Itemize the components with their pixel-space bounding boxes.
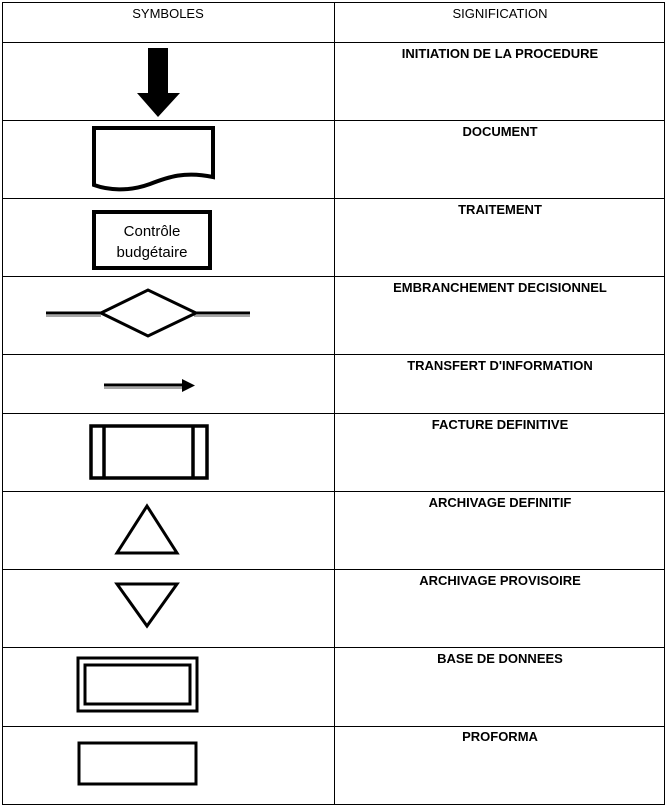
meaning-document: DOCUMENT — [462, 124, 538, 139]
triangle-up-icon — [117, 506, 177, 553]
meaning-permanent-archive: ARCHIVAGE DEFINITIF — [428, 495, 572, 510]
document-icon — [94, 128, 213, 189]
meaning-temporary-archive: ARCHIVAGE PROVISOIRE — [419, 573, 581, 588]
meaning-database: BASE DE DONNEES — [437, 651, 563, 666]
process-box-icon — [94, 212, 210, 268]
meaning-decision: EMBRANCHEMENT DECISIONNEL — [393, 280, 607, 295]
meaning-transfer: TRANSFERT D'INFORMATION — [407, 358, 593, 373]
arrow-right-icon — [104, 379, 195, 392]
arrow-down-icon — [137, 48, 180, 117]
meaning-initiation: INITIATION DE LA PROCEDURE — [401, 46, 599, 61]
meaning-proforma: PROFORMA — [462, 729, 538, 744]
table-grid — [3, 3, 665, 805]
process-box-line-2: budgétaire — [116, 244, 188, 261]
proforma-icon — [79, 743, 196, 784]
process-box-line-1: Contrôle — [123, 223, 181, 240]
meaning-final-invoice: FACTURE DEFINITIVE — [431, 417, 569, 432]
decision-diamond-icon — [46, 290, 250, 336]
database-icon — [78, 658, 197, 711]
header-meaning: SIGNIFICATION — [452, 6, 548, 21]
header-symbols: SYMBOLES — [132, 6, 204, 21]
triangle-down-icon — [117, 584, 177, 626]
meaning-processing: TRAITEMENT — [458, 202, 542, 217]
invoice-icon — [91, 426, 207, 478]
